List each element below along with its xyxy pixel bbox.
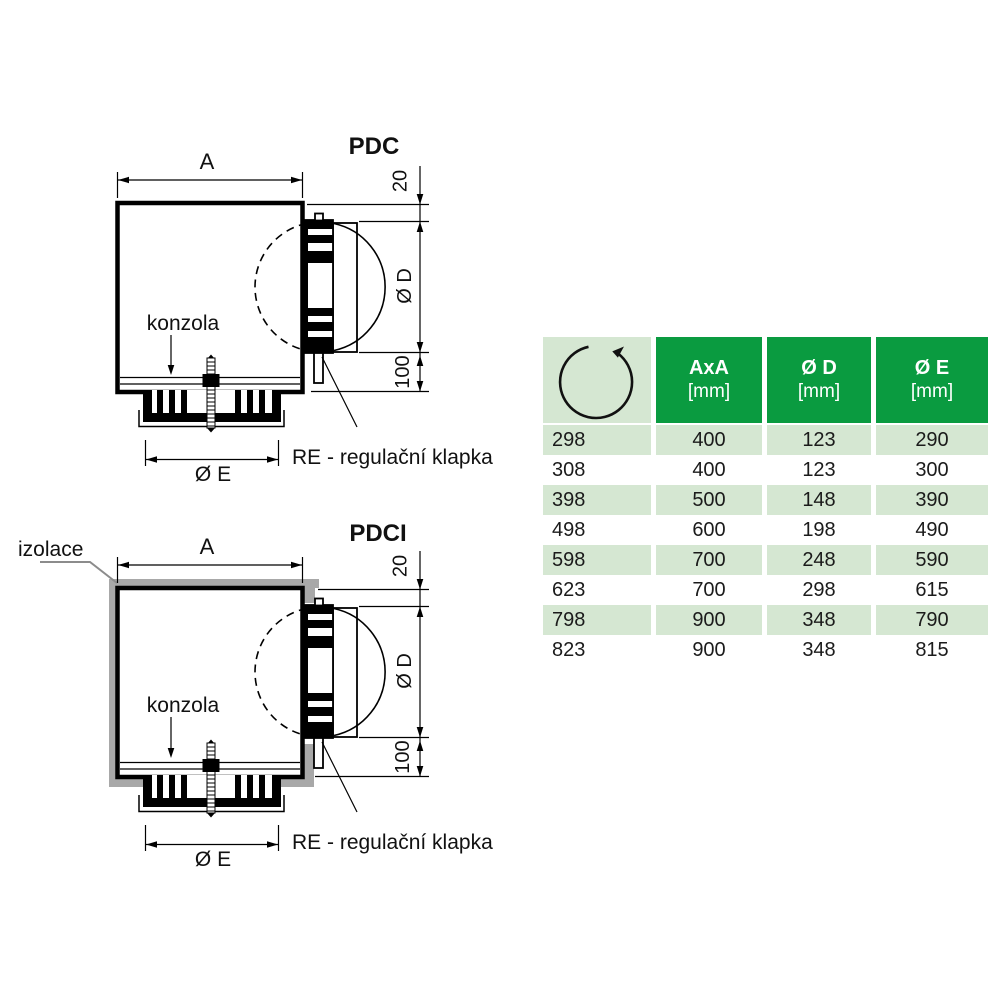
cell-axa: 700 [656,545,762,575]
table-row [543,635,990,665]
cell-size: 298 [543,425,651,455]
column-unit: [mm] [910,381,954,402]
bracket-label: konzola [146,312,220,335]
table-row [543,455,990,485]
cell-d: 123 [767,455,871,485]
rotation-arrow-icon [551,340,643,420]
cell-d: 123 [767,425,871,455]
cell-d: 148 [767,485,871,515]
cell-d: 348 [767,605,871,635]
table-row [543,425,990,455]
cell-e: 590 [876,545,988,575]
table-body [543,425,990,665]
dim-diameter-d-label: Ø D [394,268,416,304]
dim-100-label: 100 [392,355,414,389]
table-header-row [543,337,990,423]
insulation-callout [18,538,117,583]
diagram-title-pdci: PDCI [349,520,407,547]
column-header-diameter-d [767,337,871,423]
width-dimension [118,534,303,583]
cell-size: 598 [543,545,651,575]
cell-e: 290 [876,425,988,455]
column-label: AxA [688,357,729,379]
cell-e: 300 [876,455,988,485]
insulation-label: izolace [18,538,84,561]
column-header-axa [656,337,762,423]
damper-label: RE - regulační klapka [292,831,493,854]
width-dimension [118,149,303,198]
rotation-direction-cell [543,337,651,423]
column-label: Ø D [801,357,837,379]
table-row [543,605,990,635]
column-header-diameter-e [876,337,988,423]
cell-axa: 700 [656,575,762,605]
bracket-label: konzola [146,694,220,717]
diagram-pdc [118,133,494,486]
cell-e: 490 [876,515,988,545]
cell-size: 398 [543,485,651,515]
cell-d: 198 [767,515,871,545]
dim-diameter-d-label: Ø D [394,653,416,689]
dim-e-label: Ø E [194,848,232,871]
column-unit: [mm] [797,381,841,402]
cell-e: 790 [876,605,988,635]
cell-axa: 400 [656,455,762,485]
cell-d: 348 [767,635,871,665]
fan-housing-outline [333,223,357,352]
duct-top-tab [315,214,323,221]
base-diameter-dimension [146,440,279,486]
table-row [543,485,990,515]
dim-20-label: 20 [389,169,412,193]
dim-100-label: 100 [392,740,414,774]
fan-housing-outline [333,608,357,737]
cell-size: 308 [543,455,651,485]
diagram-title-pdc: PDC [348,133,400,160]
column-unit: [mm] [687,381,731,402]
cell-axa: 600 [656,515,762,545]
dim-e-label: Ø E [194,463,232,486]
column-label: Ø E [914,357,950,379]
duct-top-tab [315,599,323,606]
cell-e: 390 [876,485,988,515]
table-row [543,515,990,545]
dimension-table [543,337,990,665]
cell-size: 823 [543,635,651,665]
table-row [543,545,990,575]
cell-e: 815 [876,635,988,665]
cell-axa: 900 [656,635,762,665]
dim-a-label: A [199,534,215,559]
diagram-pdci [18,520,493,871]
cell-size: 623 [543,575,651,605]
dim-20-label: 20 [389,554,412,578]
cell-size: 498 [543,515,651,545]
cell-d: 298 [767,575,871,605]
cell-size: 798 [543,605,651,635]
base-diameter-dimension [146,825,279,871]
table-row [543,575,990,605]
cell-e: 615 [876,575,988,605]
dim-a-label: A [199,149,215,174]
cell-axa: 400 [656,425,762,455]
cell-axa: 900 [656,605,762,635]
cell-d: 248 [767,545,871,575]
cell-axa: 500 [656,485,762,515]
damper-label: RE - regulační klapka [292,446,493,469]
